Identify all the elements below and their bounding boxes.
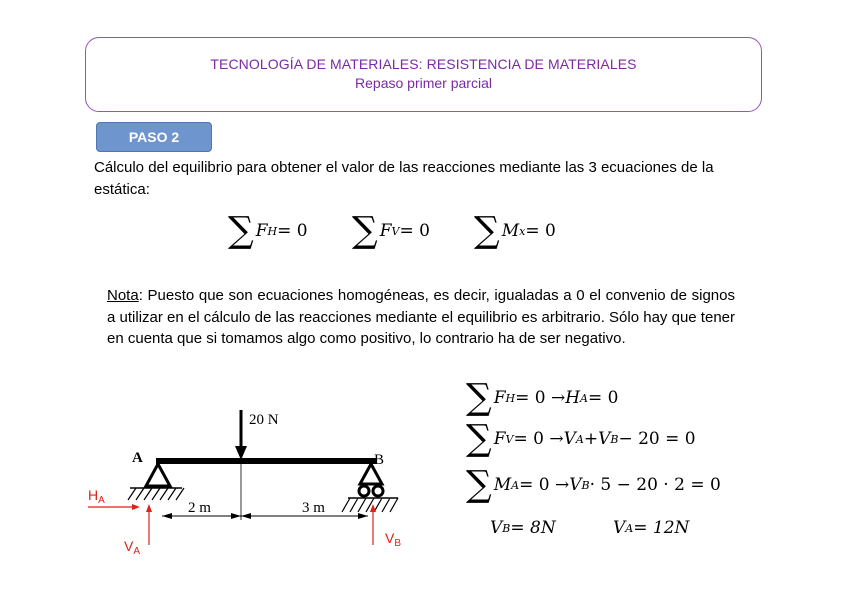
eq-term: F bbox=[493, 429, 506, 449]
load-arrowhead bbox=[235, 446, 247, 460]
eq-subscript: H bbox=[267, 224, 278, 238]
reaction-va-head bbox=[146, 504, 152, 512]
solution-result-va bbox=[613, 518, 689, 538]
eq-subscript: B bbox=[581, 478, 590, 492]
note-label: Nota bbox=[107, 287, 139, 304]
reaction-ha-head bbox=[132, 504, 140, 510]
load-label: 20 N bbox=[249, 412, 279, 428]
dim-arrow bbox=[162, 513, 172, 519]
solution-eq-2 bbox=[466, 418, 696, 459]
eq-term: F bbox=[493, 388, 506, 408]
reaction-vb-label: $V_B$ bbox=[385, 530, 402, 549]
dim-arrow bbox=[241, 513, 251, 519]
eq-end: · 5 − 20 · 2 = 0 bbox=[589, 475, 721, 495]
eq-end: = 0 bbox=[588, 388, 619, 408]
sigma-symbol: ∑ bbox=[228, 210, 254, 251]
sigma-symbol: ∑ bbox=[466, 464, 492, 505]
equation-sum-m bbox=[474, 210, 556, 251]
beam-diagram bbox=[80, 400, 420, 570]
eq-term: F bbox=[379, 221, 392, 241]
eq-subscript: V bbox=[505, 432, 514, 446]
sigma-symbol: ∑ bbox=[466, 377, 492, 418]
solution-result-vb bbox=[490, 518, 556, 538]
eq-subscript: A bbox=[625, 521, 634, 535]
eq-var: V bbox=[598, 429, 611, 449]
eq-rest: = 0 → bbox=[515, 388, 566, 408]
note-text: : Puesto que son ecuaciones homogéneas, es decir, igualadas a 0 el convenio de signos a utilizar en el cálculo de las reacciones mediante el equilibrio es arbitrario. Sólo hay que tener en cuenta que si tomamos algo como positivo, lo contrario ha de ser negativo. bbox=[107, 287, 735, 347]
dim-right-label: 3 m bbox=[302, 500, 325, 516]
eq-op: + bbox=[583, 429, 599, 449]
dim-arrow bbox=[358, 513, 368, 519]
eq-rhs: = 0 bbox=[277, 221, 308, 241]
sigma-symbol: ∑ bbox=[474, 210, 500, 251]
support-a-pin bbox=[146, 464, 170, 486]
eq-var: V bbox=[569, 475, 582, 495]
equation-sum-fv bbox=[352, 210, 430, 251]
solution-eq-1 bbox=[466, 377, 619, 418]
eq-term: M bbox=[493, 475, 512, 495]
sigma-symbol: ∑ bbox=[466, 418, 492, 459]
eq-value: = 8N bbox=[510, 518, 556, 538]
support-b-roller-right bbox=[373, 486, 383, 496]
eq-var: V bbox=[490, 518, 503, 538]
dim-left-label: 2 m bbox=[188, 500, 211, 516]
support-b-hatch bbox=[342, 498, 398, 512]
eq-rest: = 0 → bbox=[513, 429, 564, 449]
step-badge: PASO 2 bbox=[96, 122, 212, 152]
eq-subscript: A bbox=[575, 432, 584, 446]
eq-term: F bbox=[255, 221, 268, 241]
header-subtitle: Repaso primer parcial bbox=[355, 75, 492, 91]
eq-end: − 20 = 0 bbox=[618, 429, 696, 449]
solution-eq-3 bbox=[466, 464, 721, 505]
eq-rhs: = 0 bbox=[399, 221, 430, 241]
eq-subscript: B bbox=[502, 521, 511, 535]
header-title: TECNOLOGÍA DE MATERIALES: RESISTENCIA DE MATERIALES bbox=[210, 56, 637, 72]
reaction-ha-label: $H_A$ bbox=[88, 487, 105, 506]
point-a-label: A bbox=[132, 450, 143, 466]
eq-rhs: = 0 bbox=[525, 221, 556, 241]
eq-rest: = 0 → bbox=[519, 475, 570, 495]
eq-superscript: x bbox=[519, 224, 526, 238]
dim-arrow bbox=[231, 513, 241, 519]
support-a-hatch bbox=[128, 488, 184, 500]
header-box bbox=[85, 37, 762, 112]
eq-value: = 12N bbox=[633, 518, 690, 538]
eq-subscript: V bbox=[391, 224, 400, 238]
eq-var: V bbox=[613, 518, 626, 538]
eq-var: V bbox=[563, 429, 576, 449]
eq-superscript: A bbox=[511, 478, 520, 492]
eq-term: M bbox=[501, 221, 520, 241]
sigma-symbol: ∑ bbox=[352, 210, 378, 251]
point-b-label: B bbox=[374, 452, 385, 468]
eq-subscript: A bbox=[580, 391, 588, 405]
eq-var: H bbox=[565, 388, 581, 408]
eq-subscript: B bbox=[610, 432, 619, 446]
equation-sum-fh bbox=[228, 210, 308, 251]
reaction-vb-head bbox=[370, 504, 376, 512]
note-paragraph bbox=[107, 285, 735, 350]
reaction-va-label: $V_A$ bbox=[124, 538, 141, 557]
intro-paragraph: Cálculo del equilibrio para obtener el valor de las reacciones mediante las 3 ecuaciones de la estática: bbox=[94, 159, 714, 198]
eq-subscript: H bbox=[505, 391, 516, 405]
support-b-roller-left bbox=[359, 486, 369, 496]
beam bbox=[156, 458, 376, 464]
